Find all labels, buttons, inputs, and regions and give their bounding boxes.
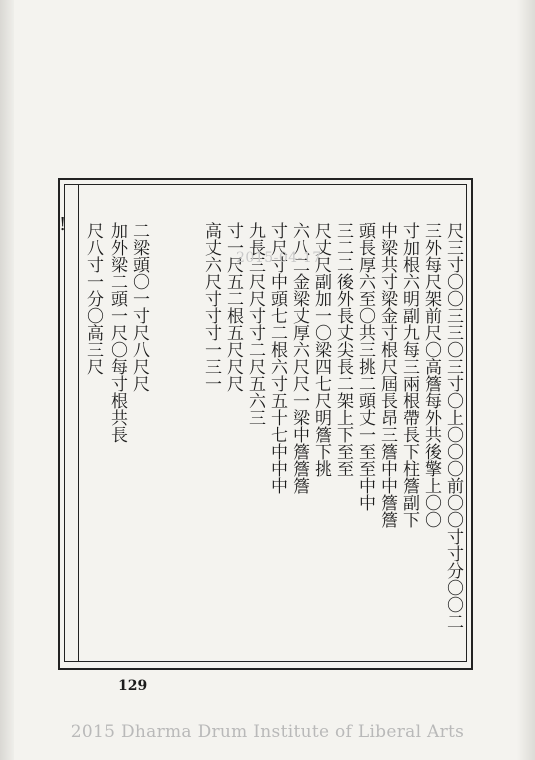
text-column-7: 尺丈尺副加一〇梁四七尺明簷下挑 — [311, 222, 331, 477]
text-column-11: 寸一尺五二根五尺尺尺 — [223, 222, 243, 392]
text-column-5: 頭長厚六至〇共三挑二頭丈一至至中中 — [355, 222, 375, 511]
text-column-12: 高丈六尺寸寸寸一三一 — [201, 222, 221, 392]
text-column-4: 中梁共寸梁金寸根尺屆長昂三簷中中簷簷 — [377, 222, 397, 528]
text-column-2: 三外每尺架前尺〇高簷每外共後擎上〇〇 — [421, 222, 441, 528]
left-text-column-3: 尺八寸一分〇高三尺 — [83, 222, 103, 375]
text-column-3: 寸加根六明副九每三兩根帶長下柱簷副下 — [399, 222, 419, 528]
page-number: 129 — [118, 678, 148, 694]
text-column-8: 六八二金梁丈厚六尺尺一梁中簷簷簷 — [289, 222, 309, 494]
page-shadow-right — [517, 0, 535, 760]
margin-mark: ! — [59, 214, 67, 235]
left-text-column-2: 加外梁二頭一尺〇每寸根共長 — [107, 222, 127, 443]
text-column-6: 三二二後外長丈尖長二架上下至至 — [333, 222, 353, 477]
text-column-10: 九長三尺尺寸寸二尺五六三 — [245, 222, 265, 426]
left-text-column-1: 二梁頭〇一寸尺八尺尺 — [129, 222, 149, 392]
text-column-9: 寸尺寸中頭七二根六寸五十七中中中 — [267, 222, 287, 494]
page-shadow-left — [0, 0, 14, 760]
watermark: 2015 Dharma Drum Institute of Liberal Arts — [70, 722, 465, 742]
date-stamp: 2015-04-17 — [236, 250, 322, 266]
text-column-1: 尺三寸〇〇三三〇三寸〇上〇〇〇前〇〇寸寸分〇〇二 — [443, 222, 463, 630]
